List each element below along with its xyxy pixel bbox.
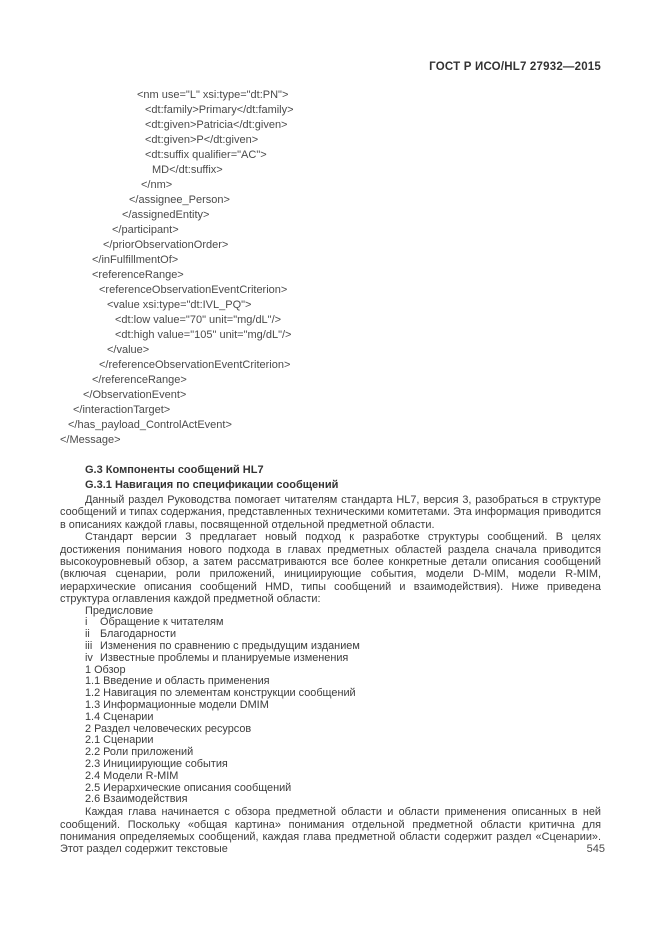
toc-item-label: Благодарности [100, 628, 177, 641]
toc-item [85, 794, 601, 806]
paragraph-intro: Данный раздел Руководства помогает читателям стандарта HL7, версия 3, разобраться в структуре сообщений и типах содержания, представленных техническими комитетами. Эта информация приводится в описаниях каждой главы, посвященной отдельной предметной области. [60, 494, 602, 531]
section-heading-g31: G.3.1 Навигация по спецификации сообщений [85, 479, 339, 491]
xml-line: <referenceRange> [92, 269, 184, 281]
toc-item-number: 2.1 [85, 734, 101, 747]
xml-line: </referenceObservationEventCriterion> [99, 359, 291, 371]
xml-line: </nm> [141, 179, 173, 191]
xml-line: </Message> [60, 434, 121, 446]
toc-item-number: 2 [85, 722, 92, 735]
toc-item [85, 700, 601, 712]
xml-line: </interactionTarget> [73, 404, 171, 416]
paragraph-standard-v3: Стандарт версии 3 предлагает новый подход к разработке структуры сообщений. В целях достижения понимания нового подхода в главах предметных областей раздела сначала приводится высокоуровневый обзор, а затем рассматриваются все более конкретные детали описания сообщений (включая сценарии, роли приложений, инициирующие события, модели D-MIM, модели R-MIM, иерархические описания сообщений HMD, типы сообщений и взаимодействия). Ниже приведена структура оглавления каждой предметной области: [60, 531, 601, 606]
xml-line: </referenceRange> [92, 374, 187, 386]
toc-item-number: 1.2 [85, 687, 101, 700]
toc-list [85, 606, 601, 807]
toc-item-label: Обращение к читателям [100, 616, 224, 629]
xml-line: </inFulfillmentOf> [92, 254, 179, 266]
xml-line: MD</dt:suffix> [152, 164, 223, 176]
xml-line: <dt:suffix qualifier="AC"> [145, 149, 267, 161]
toc-item-label: Иерархические описания сообщений [103, 781, 292, 794]
toc-item-number: 1.1 [85, 675, 101, 688]
toc-item-label: Взаимодействия [103, 793, 188, 806]
xml-line: <nm use="L" xsi:type="dt:PN"> [137, 89, 289, 101]
xml-line: <dt:family>Primary</dt:family> [145, 104, 294, 116]
toc-item-number: i [85, 616, 88, 629]
paragraph-chapter-structure: Каждая глава начинается с обзора предметной области и области применения описанных в ней сообщений. Поскольку «общая картина» понимания отдельной предметной области критична для понимания определяемых сообщений, каждая глава предметной области содержит раздел «Сценарии». Этот раздел содержит текстовые [60, 806, 601, 856]
toc-item-label: Изменения по сравнению с предыдущим изданием [100, 640, 360, 653]
xml-line: </priorObservationOrder> [103, 239, 229, 251]
page-number: 545 [586, 843, 605, 855]
toc-item-number: 1.4 [85, 710, 101, 723]
xml-line: <referenceObservationEventCriterion> [99, 284, 288, 296]
toc-item-label: Сценарии [103, 710, 154, 723]
toc-item-label: Модели R-MIM [103, 769, 179, 782]
xml-line: <dt:low value="70" unit="mg/dL"/> [115, 314, 282, 326]
toc-item-number: 2.5 [85, 781, 101, 794]
toc-item-label: Предисловие [85, 604, 154, 617]
toc-item-number: ii [85, 628, 90, 641]
toc-item-number: 1.3 [85, 699, 101, 712]
toc-item-label: Роли приложений [103, 746, 194, 759]
toc-item-number: 2.3 [85, 758, 101, 771]
toc-item-number: 1 [85, 663, 92, 676]
toc-item-label: Обзор [94, 663, 126, 676]
toc-item-label: Навигация по элементам конструкции сообщений [103, 687, 356, 700]
xml-line: <dt:given>P</dt:given> [145, 134, 259, 146]
xml-line: </value> [107, 344, 150, 356]
toc-item [85, 653, 601, 665]
section-heading-g3: G.3 Компоненты сообщений HL7 [85, 464, 264, 476]
toc-item-label: Сценарии [103, 734, 154, 747]
xml-line: </assignedEntity> [122, 209, 210, 221]
xml-line: <dt:high value="105" unit="mg/dL"/> [115, 329, 292, 341]
doc-header-title: ГОСТ Р ИСО/HL7 27932—2015 [429, 61, 601, 73]
xml-line: </participant> [112, 224, 179, 236]
xml-listing [60, 88, 620, 448]
toc-item-label: Раздел человеческих ресурсов [94, 722, 252, 735]
toc-item-number: 2.4 [85, 769, 101, 782]
xml-line: </assignee_Person> [129, 194, 230, 206]
xml-line: <value xsi:type="dt:IVL_PQ"> [107, 299, 252, 311]
toc-item-number: iii [85, 640, 93, 653]
toc-item-number: 2.6 [85, 793, 101, 806]
toc-item [85, 724, 601, 736]
toc-item-label: Введение и область применения [103, 675, 270, 688]
xml-line: </ObservationEvent> [83, 389, 187, 401]
toc-item-label: Информационные модели DMIM [103, 699, 269, 712]
xml-line: <dt:given>Patricia</dt:given> [145, 119, 288, 131]
section-g3 [60, 464, 601, 856]
toc-item-label: Инициирующие события [103, 758, 228, 771]
toc-item-number: iv [85, 651, 93, 664]
xml-line: </has_payload_ControlActEvent> [68, 419, 232, 431]
toc-item-number: 2.2 [85, 746, 101, 759]
toc-item-label: Известные проблемы и планируемые изменения [100, 651, 349, 664]
